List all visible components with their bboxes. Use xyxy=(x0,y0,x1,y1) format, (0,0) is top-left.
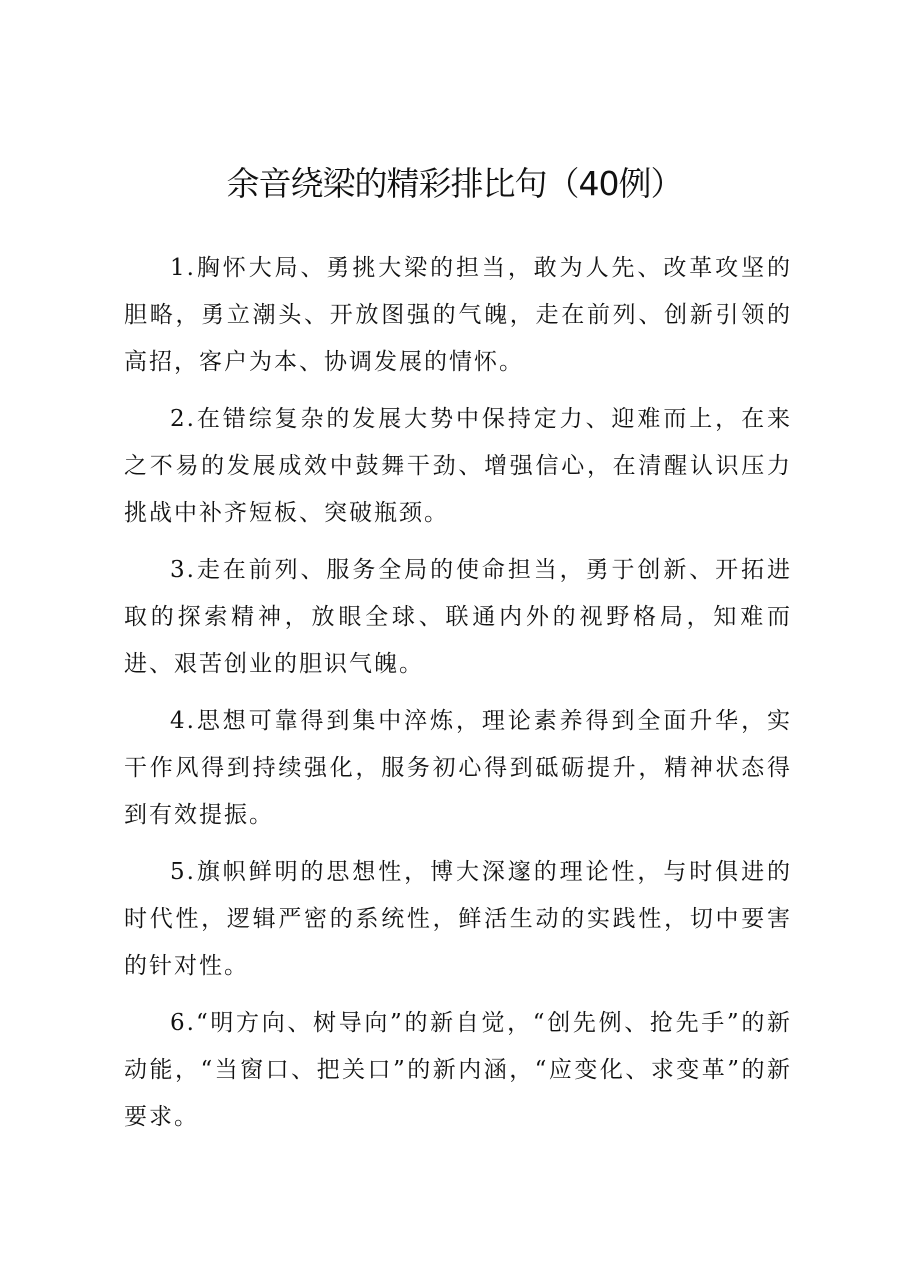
paragraph-3: 3.走在前列、服务全局的使命担当，勇于创新、开拓进取的探索精神，放眼全球、联通内外的视野格局，知难而进、艰苦创业的胆识气魄。 xyxy=(124,557,792,677)
paragraph-6: 6.“明方向、树导向”的新自觉，“创先例、抢先手”的新动能，“当窗口、把关口”的新内涵，“应变化、求变革”的新要求。 xyxy=(124,1010,792,1130)
paragraph-1: 1.胸怀大局、勇挑大梁的担当，敢为人先、改革攻坚的胆略，勇立潮头、开放图强的气魄，走在前列、创新引领的高招，客户为本、协调发展的情怀。 xyxy=(124,255,792,375)
paragraph-5: 5.旗帜鲜明的思想性，博大深邃的理论性，与时俱进的时代性，逻辑严密的系统性，鲜活生动的实践性，切中要害的针对性。 xyxy=(124,859,792,979)
document-title: 余音绕梁的精彩排比句（40例） xyxy=(226,164,683,203)
document-body xyxy=(124,245,792,1151)
paragraph-4: 4.思想可靠得到集中淬炼，理论素养得到全面升华，实干作风得到持续强化，服务初心得到砥砺提升，精神状态得到有效提振。 xyxy=(124,708,792,828)
paragraph-2: 2.在错综复杂的发展大势中保持定力、迎难而上，在来之不易的发展成效中鼓舞干劲、增强信心，在清醒认识压力挑战中补齐短板、突破瓶颈。 xyxy=(124,406,792,526)
